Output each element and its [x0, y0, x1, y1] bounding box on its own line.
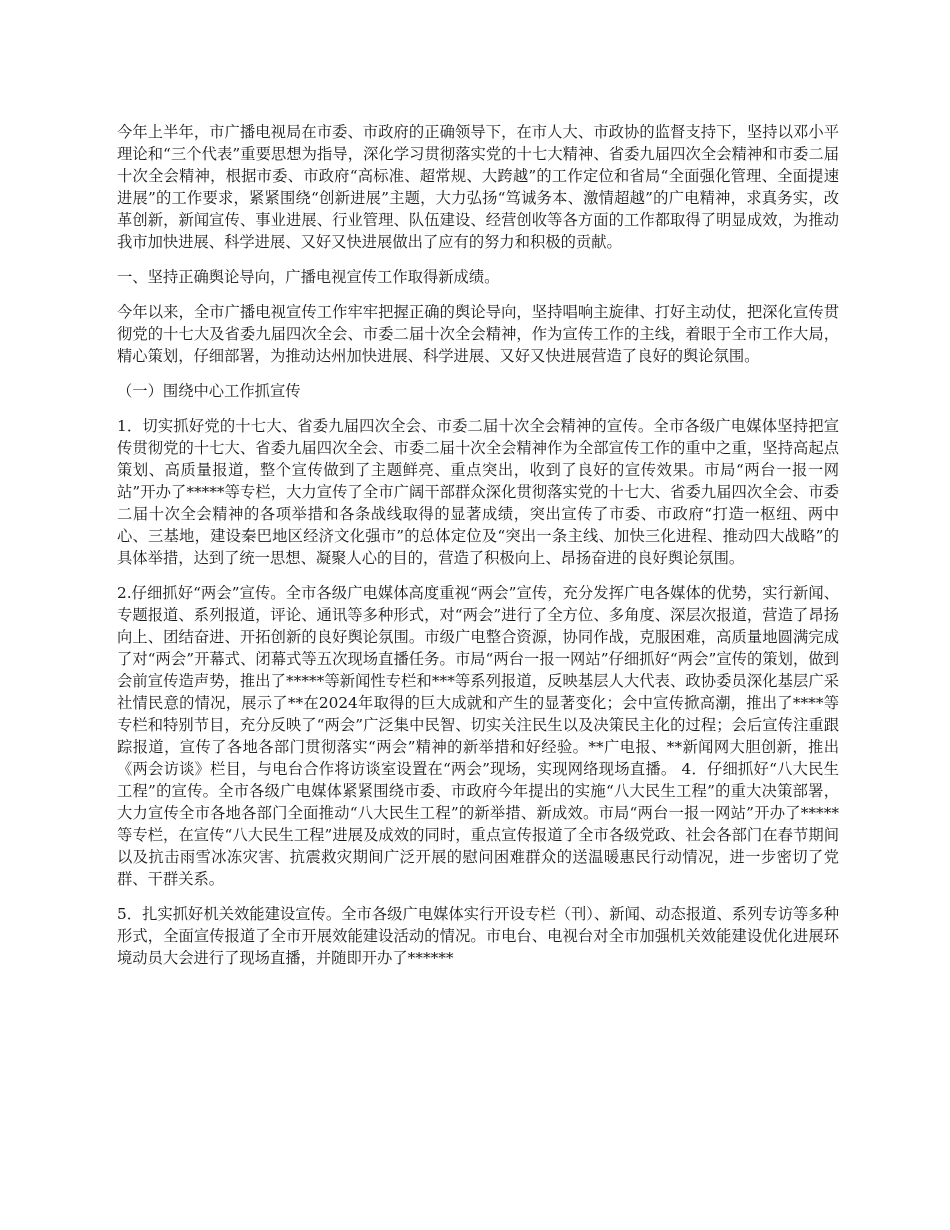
section-1-paragraph: 今年以来，全市广播电视宣传工作牢牢把握正确的舆论导向，坚持唱响主旋律、打好主动仗，把深化宣传贯彻党的十七大及省委九届四次全会、市委二届十次全会精神，作为宣传工作的主线，着眼于全市工作大局，精心策划，仔细部署，为推动达州加快进展、科学进展、又好又快进展营造了良好的舆论氛围。 [117, 303, 839, 365]
item-2-paragraph: 2.仔细抓好“两会”宣传。全市各级广电媒体高度重视“两会”宣传，充分发挥广电各媒体的优势，实行新闻、专题报道、系列报道，评论、通讯等多种形式，对“两会”进行了全方位、多角度、深层次报道，营造了昂扬向上、团结奋进、开拓创新的良好舆论氛围。市级广电整合资源，协同作战，克服困难，高质量地圆满完成了对“两会”开幕式、闭幕式等五次现场直播任务。市局“两台一报一网站”仔细抓好“两会”宣传的策划，做到会前宣传造声势，推出了*****等新闻性专栏和***等系列报道，反映基层人大代表、政协委员深化基层广采社情民意的情况，展示了**在2024年取得的巨大成就和产生的显著变化；会中宣传掀高潮，推出了****等专栏和特别节目，充分反映了“两会”广泛集中民智、切实关注民生以及决策民主化的过程；会后宣传注重跟踪报道，宣传了各地各部门贯彻落实“两会”精神的新举措和好经验。**广电报、**新闻网大胆创新，推出《两会访谈》栏目，与电台合作将访谈室设置在“两会”现场，实现网络现场直播。 4．仔细抓好“八大民生工程”的宣传。全市各级广电媒体紧紧围绕市委、市政府今年提出的实施“八大民生工程”的重大决策部署，大力宣传全市各地各部门全面推动“八大民生工程”的新举措、新成效。市局“两台一报一网站”开办了*****等专栏，在宣传“八大民生工程”进展及成效的同时，重点宣传报道了全市各级党政、社会各部门在春节期间以及抗击雨雪冰冻灾害、抗震救灾期间广泛开展的慰问困难群众的送温暖惠民行动情况，进一步密切了党群、干群关系。 [117, 584, 839, 888]
section-heading-1: 一、坚持正确舆论导向，广播电视宣传工作取得新成绩。 [117, 268, 500, 286]
intro-paragraph: 今年上半年，市广播电视局在市委、市政府的正确领导下，在市人大、市政协的监督支持下，坚持以邓小平理论和“三个代表”重要思想为指导，深化学习贯彻落实党的十七大精神、省委九届四次全会精神和市委二届十次全会精神，根据市委、市政府“高标准、超常规、大跨越”的工作定位和省局“全面强化管理、全面提速进展”的工作要求，紧紧围绕“创新进展”主题，大力弘扬“笃诚务本、激情超越”的广电精神，求真务实，改革创新，新闻宣传、事业进展、行业管理、队伍建设、经营创收等各方面的工作都取得了明显成效，为推动我市加快进展、科学进展、又好又快进展做出了应有的努力和积极的贡献。 [117, 123, 839, 251]
document-body [117, 121, 839, 982]
subsection-heading-1: （一）围绕中心工作抓宣传 [117, 382, 301, 400]
item-1-paragraph: 1．切实抓好党的十七大、省委九届四次全会、市委二届十次全会精神的宣传。全市各级广电媒体坚持把宣传贯彻党的十七大、省委九届四次全会、市委二届十次全会精神作为全部宣传工作的重中之重，坚持高起点策划、高质量报道，整个宣传做到了主题鲜亮、重点突出，收到了良好的宣传效果。市局“两台一报一网站”开办了*****等专栏，大力宣传了全市广阔干部群众深化贯彻落实党的十七大、省委九届四次全会、市委二届十次全会精神的各项举措和各条战线取得的显著成绩，突出宣传了市委、市政府“打造一枢纽、两中心、三基地，建设秦巴地区经济文化强市”的总体定位及“突出一条主线、加快三化进程、推动四大战略”的具体举措，达到了统一思想、凝聚人心的目的，营造了积极向上、昂扬奋进的良好舆论氛围。 [117, 417, 839, 567]
item-5-paragraph: 5．扎实抓好机关效能建设宣传。全市各级广电媒体实行开设专栏（刊）、新闻、动态报道、系列专访等多种形式，全面宣传报道了全市开展效能建设活动的情况。市电台、电视台对全市加强机关效能建设优化进展环境动员大会进行了现场直播，并随即开办了****** [117, 905, 839, 967]
